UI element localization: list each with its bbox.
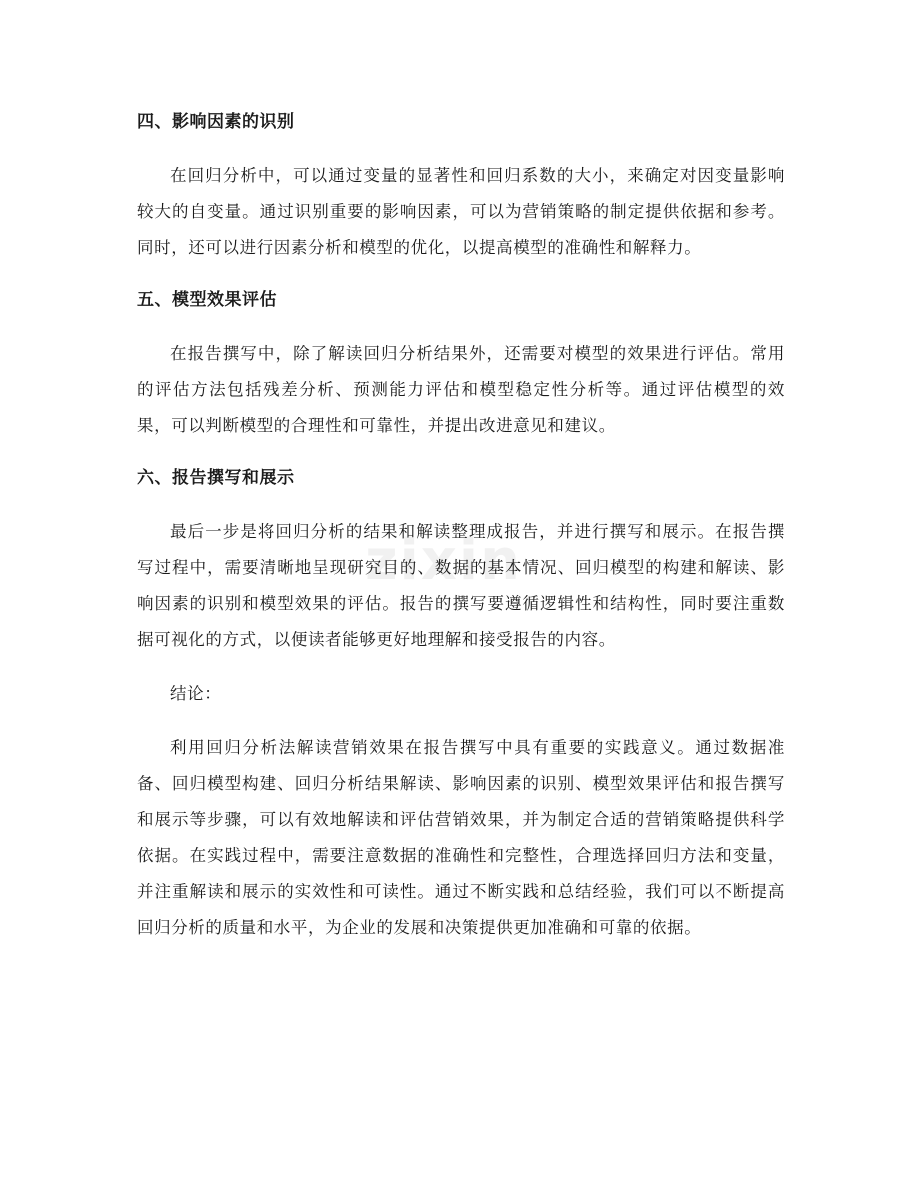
- section-heading: 四、影响因素的识别: [137, 112, 295, 132]
- section-model-evaluation: [137, 282, 785, 444]
- document-body: [137, 104, 785, 946]
- section-heading: 六、报告撰写和展示: [137, 468, 295, 488]
- section-report-writing: [137, 460, 785, 658]
- section-paragraph: 在报告撰写中，除了解读回归分析结果外，还需要对模型的效果进行评估。常用的评估方法包括残差分析、预测能力评估和模型稳定性分析等。通过评估模型的效果，可以判断模型的合理性和可靠性，并提出改进意见和建议。: [137, 344, 785, 435]
- section-paragraph: 最后一步是将回归分析的结果和解读整理成报告，并进行撰写和展示。在报告撰写过程中，需要清晰地呈现研究目的、数据的基本情况、回归模型的构建和解读、影响因素的识别和模型效果的评估。报告的撰写要遵循逻辑性和结构性，同时要注重数据可视化的方式，以便读者能够更好地理解和接受报告的内容。: [137, 522, 785, 649]
- section-heading: 五、模型效果评估: [137, 290, 277, 310]
- watermark: zixin: [365, 528, 522, 593]
- section-conclusion: [137, 676, 785, 946]
- section-paragraph: 在回归分析中，可以通过变量的显著性和回归系数的大小，来确定对因变量影响较大的自变量。通过识别重要的影响因素，可以为营销策略的制定提供依据和参考。同时，还可以进行因素分析和模型的优化，以提高模型的准确性和解释力。: [137, 166, 785, 257]
- conclusion-label: 结论：: [170, 684, 222, 703]
- section-influencing-factors: [137, 104, 785, 266]
- conclusion-paragraph: 利用回归分析法解读营销效果在报告撰写中具有重要的实践意义。通过数据准备、回归模型构建、回归分析结果解读、影响因素的识别、模型效果评估和报告撰写和展示等步骤，可以有效地解读和评估营销效果，并为制定合适的营销策略提供科学依据。在实践过程中，需要注意数据的准确性和完整性，合理选择回归方法和变量，并注重解读和展示的实效性和可读性。通过不断实践和总结经验，我们可以不断提高回归分析的质量和水平，为企业的发展和决策提供更加准确和可靠的依据。: [137, 738, 785, 937]
